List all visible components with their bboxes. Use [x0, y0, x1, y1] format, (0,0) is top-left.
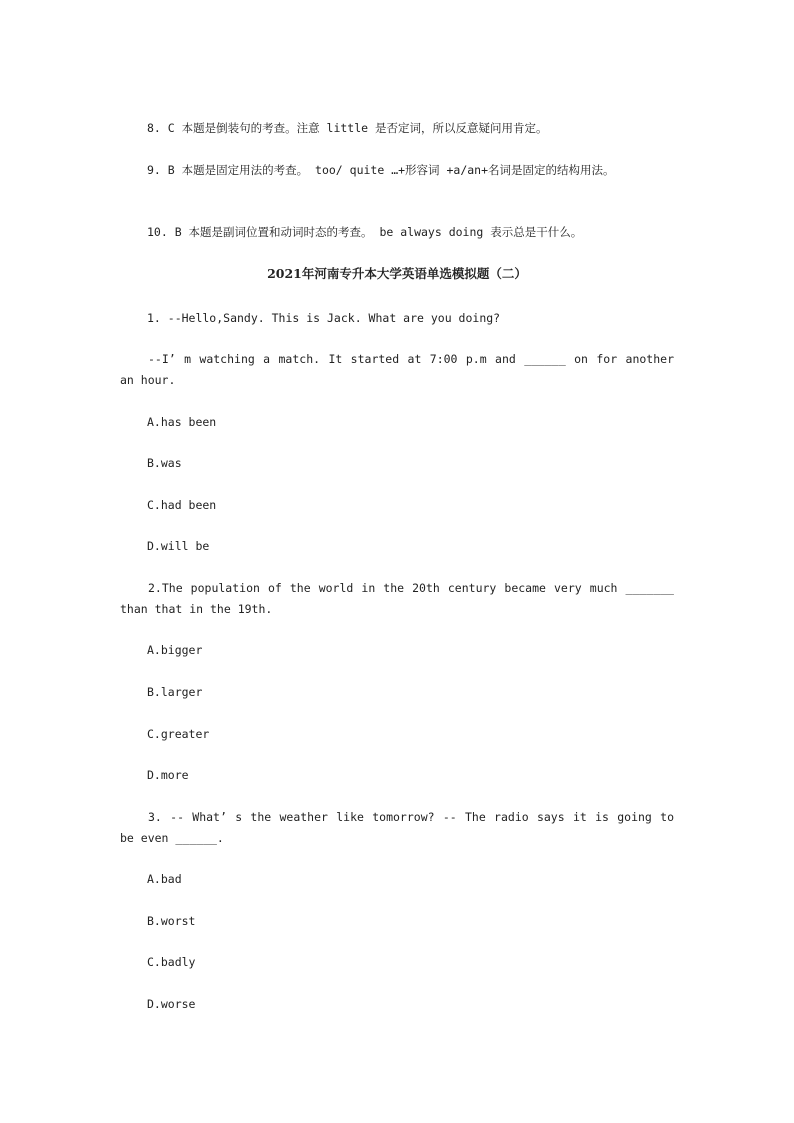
- question-1-option-b: B.was: [147, 456, 182, 470]
- question-3-option-c: C.badly: [147, 955, 196, 969]
- question-3-option-a: A.bad: [147, 872, 182, 886]
- question-1-stem-continued: --I’ m watching a match. It started at 7:00 p.m and ______ on for another an hour.: [120, 352, 674, 387]
- page-title: 2021年河南专升本大学英语单选模拟题（二）: [267, 266, 527, 281]
- question-1-option-a: A.has been: [147, 415, 217, 429]
- question-1-option-c: C.had been: [147, 498, 217, 512]
- question-2-option-b: B.larger: [147, 685, 203, 699]
- question-3-option-d: D.worse: [147, 997, 196, 1011]
- answer-10: 10. B 本题是副词位置和动词时态的考查。 be always doing 表示总是干什么。: [147, 225, 583, 239]
- answer-9: 9. B 本题是固定用法的考查。 too/ quite …+形容词 +a/an+名词是固定的结构用法。: [147, 163, 615, 177]
- question-1-stem: 1. --Hello,Sandy. This is Jack. What are you doing?: [147, 311, 501, 325]
- question-2-stem: 2.The population of the world in the 20th century became very much _______ than that in the 19th.: [120, 581, 674, 616]
- question-2-option-c: C.greater: [147, 727, 210, 741]
- question-1-option-d: D.will be: [147, 539, 210, 553]
- question-2-option-a: A.bigger: [147, 643, 203, 657]
- answer-8: 8. C 本题是倒装句的考查。注意 little 是否定词，所以反意疑问用肯定。: [147, 121, 548, 135]
- question-3-stem: 3. -- What’ s the weather like tomorrow? -- The radio says it is going to be even ______.: [120, 810, 674, 845]
- question-2-option-d: D.more: [147, 768, 189, 782]
- question-3-option-b: B.worst: [147, 914, 196, 928]
